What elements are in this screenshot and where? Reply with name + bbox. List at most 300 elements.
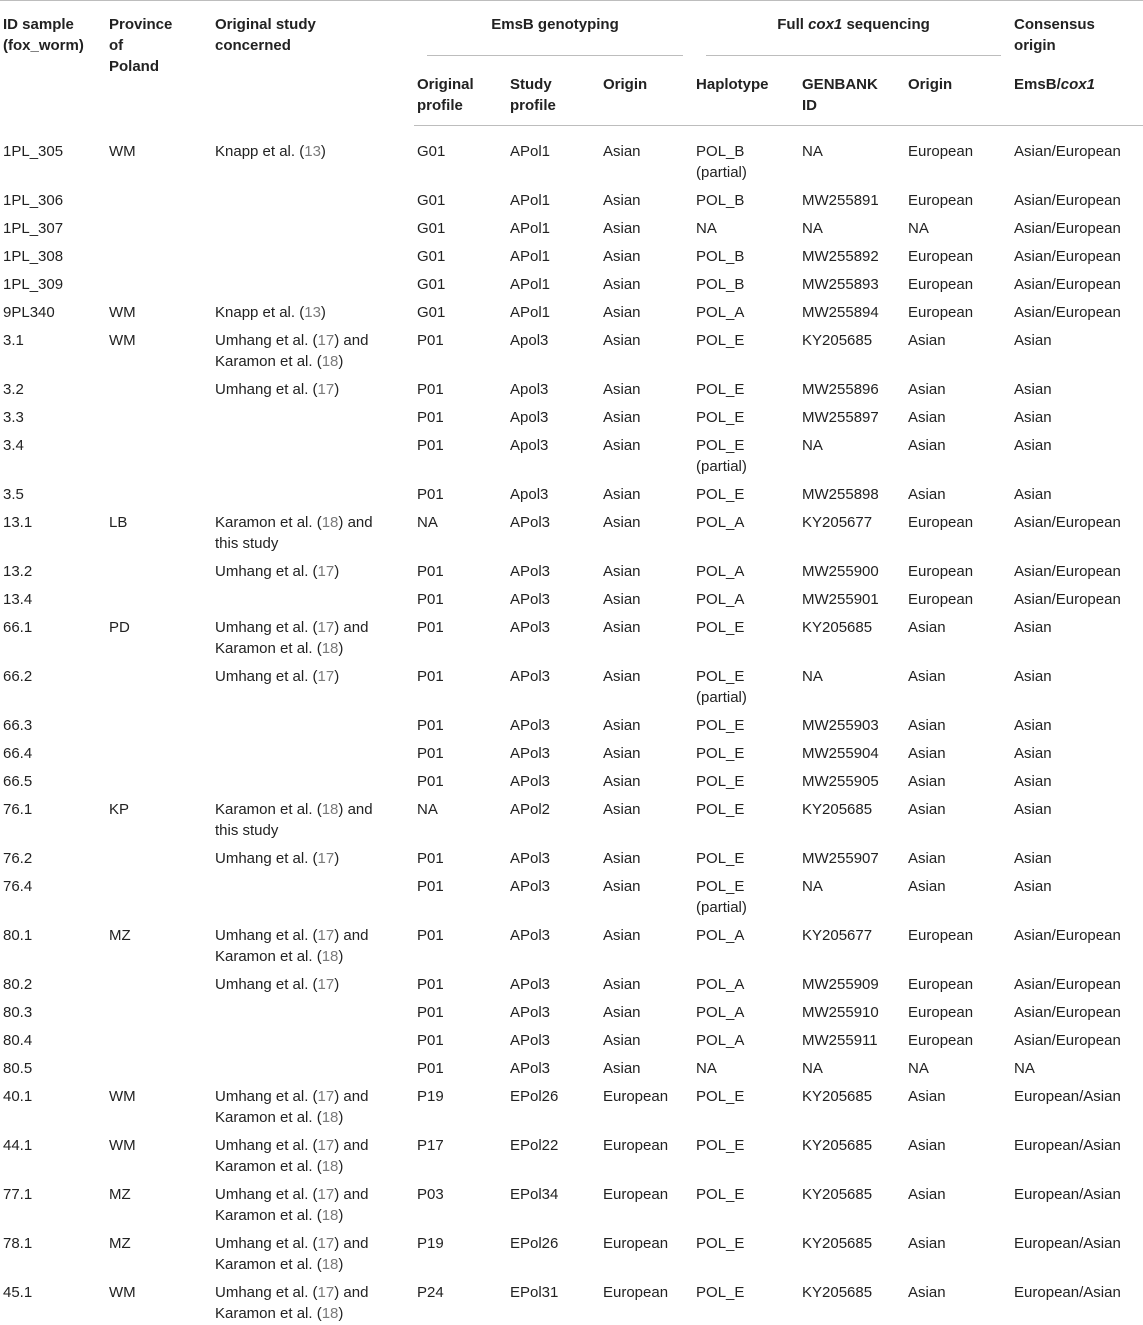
reference-link: 17 xyxy=(317,381,335,398)
cell-province: WM xyxy=(109,332,136,349)
haplotype-name: POL_A xyxy=(696,304,745,321)
cell-original-profile: P01 xyxy=(417,563,444,580)
cell-haplotype xyxy=(693,372,799,400)
study-text: ) xyxy=(338,1109,344,1126)
study-text: ) xyxy=(334,381,340,398)
cell-consensus-origin: European/Asian xyxy=(1014,1186,1121,1203)
cell-original-profile: P01 xyxy=(417,486,444,503)
cell-cox1-origin: European xyxy=(908,1032,974,1049)
cell-original-profile: P01 xyxy=(417,1004,444,1021)
cell-emsb-origin: Asian xyxy=(603,1032,641,1049)
cell-cox1-origin: Asian xyxy=(908,437,946,454)
cell-genbank-id: KY205685 xyxy=(802,1186,873,1203)
table-row xyxy=(0,267,1143,295)
cell-consensus-origin: Asian/European xyxy=(1014,220,1121,237)
cell-haplotype xyxy=(693,428,799,477)
reference-link: 17 xyxy=(317,619,335,636)
cell-emsb-origin: Asian xyxy=(603,1004,641,1021)
study-text: Karamon et al. ( xyxy=(215,1109,322,1126)
cell-study-profile: APol1 xyxy=(510,220,551,237)
cell-consensus-origin: Asian xyxy=(1014,381,1052,398)
cell-cox1-origin: Asian xyxy=(908,745,946,762)
table-row xyxy=(0,610,1143,659)
study-text: Karamon et al. ( xyxy=(215,948,322,965)
table-row xyxy=(0,869,1143,918)
reference-link: 17 xyxy=(317,976,335,993)
cell-haplotype xyxy=(693,659,799,708)
cell-haplotype xyxy=(693,477,799,505)
table-row xyxy=(0,1226,1143,1275)
cell-consensus-origin: Asian/European xyxy=(1014,563,1121,580)
study-text: Umhang et al. ( xyxy=(215,619,318,636)
cell-id-sample: 80.5 xyxy=(3,1060,33,1077)
cell-original-study xyxy=(212,323,414,372)
cell-province xyxy=(106,1023,212,1051)
cell-province xyxy=(106,1051,212,1079)
cell-genbank-id: MW255894 xyxy=(802,304,879,321)
cell-original-profile: G01 xyxy=(417,192,446,209)
cell-haplotype xyxy=(693,1226,799,1275)
study-text: ) xyxy=(320,142,326,160)
cell-id-sample: 76.2 xyxy=(3,850,33,867)
cell-id-sample: 3.1 xyxy=(3,332,24,349)
study-text: ) xyxy=(338,948,344,965)
cell-original-study xyxy=(212,239,414,267)
study-text: Umhang et al. ( xyxy=(215,1186,318,1203)
cell-haplotype xyxy=(693,918,799,967)
cell-consensus-origin: Asian/European xyxy=(1014,976,1121,993)
cell-genbank-id: MW255911 xyxy=(802,1032,878,1049)
cell-genbank-id: MW255893 xyxy=(802,276,879,293)
cell-study-profile: APol3 xyxy=(510,1060,551,1077)
cell-original-profile: P01 xyxy=(417,1032,444,1049)
cell-study-profile: APol2 xyxy=(510,801,551,818)
cell-emsb-origin: Asian xyxy=(603,850,641,867)
haplotype-name: POL_E xyxy=(696,745,745,762)
cell-original-profile: P01 xyxy=(417,332,444,349)
reference-link: 17 xyxy=(317,1186,335,1203)
cell-province: MZ xyxy=(109,927,131,944)
cell-cox1-origin: European xyxy=(908,248,974,265)
cell-emsb-origin: Asian xyxy=(603,143,641,160)
cell-id-sample: 3.3 xyxy=(3,409,24,426)
cell-id-sample: 80.4 xyxy=(3,1032,33,1049)
cell-province xyxy=(106,267,212,295)
haplotype-name: POL_E xyxy=(696,486,745,503)
cell-original-profile: P19 xyxy=(417,1088,444,1105)
cell-genbank-id: MW255901 xyxy=(802,591,879,608)
study-text: Karamon et al. ( xyxy=(215,1305,322,1322)
cell-original-study xyxy=(212,372,414,400)
cell-emsb-origin: Asian xyxy=(603,276,641,293)
cell-province: MZ xyxy=(109,1186,131,1203)
cell-original-profile: G01 xyxy=(417,276,446,293)
cell-emsb-origin: Asian xyxy=(603,801,641,818)
cell-original-study xyxy=(212,792,414,841)
cell-study-profile: APol3 xyxy=(510,668,551,685)
cell-cox1-origin: European xyxy=(908,591,974,608)
cell-cox1-origin: NA xyxy=(908,1060,929,1077)
study-text: ) xyxy=(338,353,344,370)
cell-emsb-origin: Asian xyxy=(603,668,641,685)
haplotype-name: POL_E xyxy=(696,717,745,734)
cell-genbank-id: MW255910 xyxy=(802,1004,879,1021)
table-row xyxy=(0,1051,1143,1079)
cell-original-profile: P01 xyxy=(417,927,444,944)
study-text: Umhang et al. ( xyxy=(215,976,318,993)
haplotype-name: POL_A xyxy=(696,591,745,608)
cell-original-study xyxy=(212,659,414,708)
study-text: Karamon et al. ( xyxy=(215,1207,322,1224)
table-row xyxy=(0,554,1143,582)
cell-genbank-id: NA xyxy=(802,437,823,454)
cell-original-study xyxy=(212,736,414,764)
cell-cox1-origin: Asian xyxy=(908,332,946,349)
cell-cox1-origin: European xyxy=(908,192,974,209)
cell-haplotype xyxy=(693,126,799,184)
cell-study-profile: APol1 xyxy=(510,192,551,209)
cell-study-profile: EPol26 xyxy=(510,1235,559,1252)
cell-province xyxy=(106,239,212,267)
haplotype-name: POL_B xyxy=(696,192,745,209)
col-header-consensus-sub: EmsB/cox1 xyxy=(1011,64,1143,126)
reference-link: 17 xyxy=(317,332,335,349)
table-row xyxy=(0,1023,1143,1051)
cell-genbank-id: KY205677 xyxy=(802,514,873,531)
cell-genbank-id: MW255891 xyxy=(802,192,879,209)
col-header-province: Province of Poland xyxy=(106,1,212,126)
study-text: ) and xyxy=(338,801,373,818)
haplotype-name: POL_B xyxy=(696,248,745,265)
cell-haplotype xyxy=(693,1079,799,1128)
cell-cox1-origin: NA xyxy=(908,220,929,237)
cell-cox1-origin: Asian xyxy=(908,1186,946,1203)
cell-consensus-origin: Asian/European xyxy=(1014,143,1121,160)
cell-emsb-origin: European xyxy=(603,1186,669,1203)
cell-genbank-id: KY205677 xyxy=(802,927,873,944)
cell-study-profile: APol1 xyxy=(510,248,551,265)
cell-study-profile: APol3 xyxy=(510,878,551,895)
cell-original-study xyxy=(212,841,414,869)
cell-original-study xyxy=(212,869,414,918)
cell-genbank-id: MW255898 xyxy=(802,486,879,503)
study-text: ) xyxy=(338,1305,344,1322)
col-header-genbank-id: GENBANK ID xyxy=(799,64,905,126)
cell-original-study xyxy=(212,554,414,582)
cell-original-profile: P01 xyxy=(417,976,444,993)
cell-original-profile: P19 xyxy=(417,1235,444,1252)
cell-study-profile: APol3 xyxy=(510,927,551,944)
cell-original-profile: P01 xyxy=(417,619,444,636)
haplotype-name: POL_B xyxy=(696,276,745,293)
haplotype-name: POL_E xyxy=(696,437,745,454)
cell-id-sample: 1PL_306 xyxy=(3,192,64,209)
cell-original-study xyxy=(212,967,414,995)
cell-original-study xyxy=(212,708,414,736)
haplotype-name: POL_E xyxy=(696,1137,745,1154)
cell-study-profile: APol3 xyxy=(510,773,551,790)
cell-haplotype xyxy=(693,267,799,295)
cell-consensus-origin: European/Asian xyxy=(1014,1088,1121,1105)
cell-study-profile: APol3 xyxy=(510,563,551,580)
cell-study-profile: APol3 xyxy=(510,745,551,762)
cell-genbank-id: KY205685 xyxy=(802,619,873,636)
reference-link: 13 xyxy=(304,304,321,321)
cell-cox1-origin: Asian xyxy=(908,619,946,636)
cell-study-profile: EPol22 xyxy=(510,1137,559,1154)
table-row xyxy=(0,841,1143,869)
cell-original-study xyxy=(212,764,414,792)
cell-haplotype xyxy=(693,400,799,428)
cell-genbank-id: KY205685 xyxy=(802,1137,873,1154)
haplotype-note: (partial) xyxy=(696,689,747,706)
cell-province: WM xyxy=(109,142,136,160)
cell-haplotype xyxy=(693,841,799,869)
cell-emsb-origin: Asian xyxy=(603,486,641,503)
reference-link: 18 xyxy=(321,1109,339,1126)
study-text: ) xyxy=(338,640,344,657)
cell-cox1-origin: European xyxy=(908,514,974,531)
cell-id-sample: 80.3 xyxy=(3,1004,33,1021)
study-text: ) and xyxy=(334,927,369,944)
cell-emsb-origin: Asian xyxy=(603,563,641,580)
cell-haplotype xyxy=(693,323,799,372)
cell-id-sample: 3.5 xyxy=(3,486,24,503)
col-header-consensus: Consensus origin xyxy=(1011,1,1143,65)
cell-original-profile: G01 xyxy=(417,220,446,237)
cell-haplotype xyxy=(693,1051,799,1079)
haplotype-name: POL_E xyxy=(696,381,745,398)
cell-cox1-origin: European xyxy=(908,1004,974,1021)
cell-haplotype xyxy=(693,183,799,211)
cell-study-profile: APol3 xyxy=(510,514,551,531)
cell-emsb-origin: Asian xyxy=(603,192,641,209)
table-row xyxy=(0,372,1143,400)
cell-province: WM xyxy=(109,1088,136,1105)
cell-haplotype xyxy=(693,764,799,792)
study-text: ) and xyxy=(334,619,369,636)
cell-id-sample: 66.4 xyxy=(3,745,33,762)
cell-study-profile: EPol26 xyxy=(510,1088,559,1105)
cell-study-profile: APol3 xyxy=(510,1032,551,1049)
cell-consensus-origin: European/Asian xyxy=(1014,1137,1121,1154)
cell-study-profile: APol3 xyxy=(510,591,551,608)
table-row xyxy=(0,764,1143,792)
cell-cox1-origin: European xyxy=(908,276,974,293)
cell-original-profile: P01 xyxy=(417,409,444,426)
cell-consensus-origin: Asian xyxy=(1014,878,1052,895)
cell-emsb-origin: European xyxy=(603,1235,669,1252)
cell-consensus-origin: Asian xyxy=(1014,409,1052,426)
cell-cox1-origin: Asian xyxy=(908,1088,946,1105)
reference-link: 13 xyxy=(304,142,321,160)
cell-study-profile: APol1 xyxy=(510,143,551,160)
cell-original-profile: G01 xyxy=(417,304,446,321)
cell-cox1-origin: Asian xyxy=(908,878,946,895)
cell-haplotype xyxy=(693,211,799,239)
study-text: Umhang et al. ( xyxy=(215,668,318,685)
haplotype-name: POL_E xyxy=(696,1186,745,1203)
cell-id-sample: 13.2 xyxy=(3,563,33,580)
cell-emsb-origin: Asian xyxy=(603,304,641,321)
cell-genbank-id: MW255896 xyxy=(802,381,879,398)
cell-consensus-origin: Asian xyxy=(1014,717,1052,734)
study-text: Karamon et al. ( xyxy=(215,1256,322,1273)
cell-study-profile: EPol34 xyxy=(510,1186,559,1203)
table-row xyxy=(0,239,1143,267)
reference-link: 17 xyxy=(317,1137,335,1154)
cell-id-sample: 45.1 xyxy=(3,1284,33,1301)
cell-haplotype xyxy=(693,239,799,267)
cell-genbank-id: KY205685 xyxy=(802,1284,873,1301)
cell-original-profile: P01 xyxy=(417,745,444,762)
cell-consensus-origin: Asian/European xyxy=(1014,1032,1121,1049)
cell-original-profile: P24 xyxy=(417,1284,444,1301)
cell-haplotype xyxy=(693,708,799,736)
reference-link: 18 xyxy=(321,1305,339,1322)
table-row xyxy=(0,736,1143,764)
cell-consensus-origin: Asian xyxy=(1014,619,1052,636)
cell-original-profile: P01 xyxy=(417,591,444,608)
cell-genbank-id: MW255892 xyxy=(802,248,879,265)
haplotype-name: POL_A xyxy=(696,976,745,993)
cell-emsb-origin: Asian xyxy=(603,717,641,734)
study-text: ) and xyxy=(334,1137,369,1154)
cell-cox1-origin: Asian xyxy=(908,773,946,790)
study-text: ) and xyxy=(334,1284,369,1301)
cell-cox1-origin: European xyxy=(908,976,974,993)
study-text: Knapp et al. ( xyxy=(215,142,305,160)
haplotype-name: POL_E xyxy=(696,619,745,636)
study-text: Umhang et al. ( xyxy=(215,563,318,580)
emsb-group-label: EmsB genotyping xyxy=(491,16,619,33)
cell-emsb-origin: European xyxy=(603,1088,669,1105)
table-row xyxy=(0,1128,1143,1177)
cell-genbank-id: NA xyxy=(802,143,823,160)
cell-genbank-id: NA xyxy=(802,1060,823,1077)
cell-province: PD xyxy=(109,619,130,636)
haplotype-name: POL_A xyxy=(696,1032,745,1049)
cell-consensus-origin: Asian/European xyxy=(1014,248,1121,265)
table-row xyxy=(0,211,1143,239)
reference-link: 18 xyxy=(321,1158,339,1175)
cell-original-profile: G01 xyxy=(417,248,446,265)
cell-province: LB xyxy=(109,514,128,531)
cell-consensus-origin: Asian/European xyxy=(1014,192,1121,209)
col-header-emsb-origin: Origin xyxy=(600,64,693,126)
haplotype-name: POL_E xyxy=(696,668,745,685)
cell-genbank-id: MW255909 xyxy=(802,976,879,993)
cell-consensus-origin: Asian/European xyxy=(1014,514,1121,531)
study-text: this study xyxy=(215,822,279,839)
cell-emsb-origin: Asian xyxy=(603,220,641,237)
cell-original-study xyxy=(212,1128,414,1177)
cell-province xyxy=(106,400,212,428)
reference-link: 18 xyxy=(321,801,339,818)
cell-haplotype xyxy=(693,505,799,554)
table-row xyxy=(0,295,1143,323)
cell-consensus-origin: Asian xyxy=(1014,773,1052,790)
cell-original-profile: P01 xyxy=(417,717,444,734)
cell-original-study xyxy=(212,1079,414,1128)
cell-province xyxy=(106,764,212,792)
study-text: ) xyxy=(338,1158,344,1175)
cell-original-profile: NA xyxy=(417,801,438,818)
cell-original-study xyxy=(212,428,414,477)
cell-province xyxy=(106,211,212,239)
haplotype-name: POL_B xyxy=(696,143,745,160)
study-text: ) xyxy=(334,668,340,685)
cell-haplotype xyxy=(693,995,799,1023)
cell-id-sample: 66.2 xyxy=(3,668,33,685)
study-text: Umhang et al. ( xyxy=(215,927,318,944)
table-row xyxy=(0,428,1143,477)
cell-emsb-origin: Asian xyxy=(603,773,641,790)
cell-study-profile: APol1 xyxy=(510,304,551,321)
cell-province: WM xyxy=(109,1137,136,1154)
reference-link: 17 xyxy=(317,1088,335,1105)
cell-province: MZ xyxy=(109,1235,131,1252)
reference-link: 17 xyxy=(317,668,335,685)
study-text: ) xyxy=(334,563,340,580)
table-row xyxy=(0,659,1143,708)
table-row xyxy=(0,967,1143,995)
cell-genbank-id: NA xyxy=(802,220,823,237)
table-row xyxy=(0,183,1143,211)
cell-genbank-id: KY205685 xyxy=(802,1088,873,1105)
cell-emsb-origin: Asian xyxy=(603,332,641,349)
table-header xyxy=(0,1,1143,126)
cell-original-profile: P01 xyxy=(417,1060,444,1077)
cell-id-sample: 44.1 xyxy=(3,1137,33,1154)
cell-genbank-id: MW255904 xyxy=(802,745,879,762)
cell-consensus-origin: Asian xyxy=(1014,668,1052,685)
cell-original-study xyxy=(212,610,414,659)
cell-consensus-origin: Asian/European xyxy=(1014,591,1121,608)
cell-id-sample: 3.4 xyxy=(3,437,24,454)
cell-cox1-origin: Asian xyxy=(908,381,946,398)
cell-province xyxy=(106,736,212,764)
cell-original-study xyxy=(212,582,414,610)
cell-province xyxy=(106,582,212,610)
table-body xyxy=(0,126,1143,1325)
table-row xyxy=(0,126,1143,184)
cell-original-study xyxy=(212,211,414,239)
cell-province xyxy=(106,372,212,400)
cell-original-profile: G01 xyxy=(417,143,446,160)
cell-haplotype xyxy=(693,1128,799,1177)
haplotype-name: POL_E xyxy=(696,1284,745,1301)
cell-province xyxy=(106,428,212,477)
table-row xyxy=(0,792,1143,841)
cell-emsb-origin: Asian xyxy=(603,878,641,895)
study-text: Umhang et al. ( xyxy=(215,332,318,349)
haplotype-note: (partial) xyxy=(696,899,747,916)
cell-id-sample: 80.2 xyxy=(3,976,33,993)
cell-id-sample: 1PL_309 xyxy=(3,276,64,293)
cell-original-study xyxy=(212,995,414,1023)
cell-id-sample: 76.4 xyxy=(3,878,33,895)
study-text: Karamon et al. ( xyxy=(215,801,322,818)
cell-id-sample: 1PL_307 xyxy=(3,220,64,237)
cell-study-profile: Apol3 xyxy=(510,332,549,349)
cell-haplotype xyxy=(693,610,799,659)
study-text: Umhang et al. ( xyxy=(215,1284,318,1301)
cox1-group-label: Full cox1 sequencing xyxy=(777,16,930,33)
cell-study-profile: APol3 xyxy=(510,976,551,993)
cell-study-profile: APol3 xyxy=(510,619,551,636)
cell-consensus-origin: Asian xyxy=(1014,850,1052,867)
